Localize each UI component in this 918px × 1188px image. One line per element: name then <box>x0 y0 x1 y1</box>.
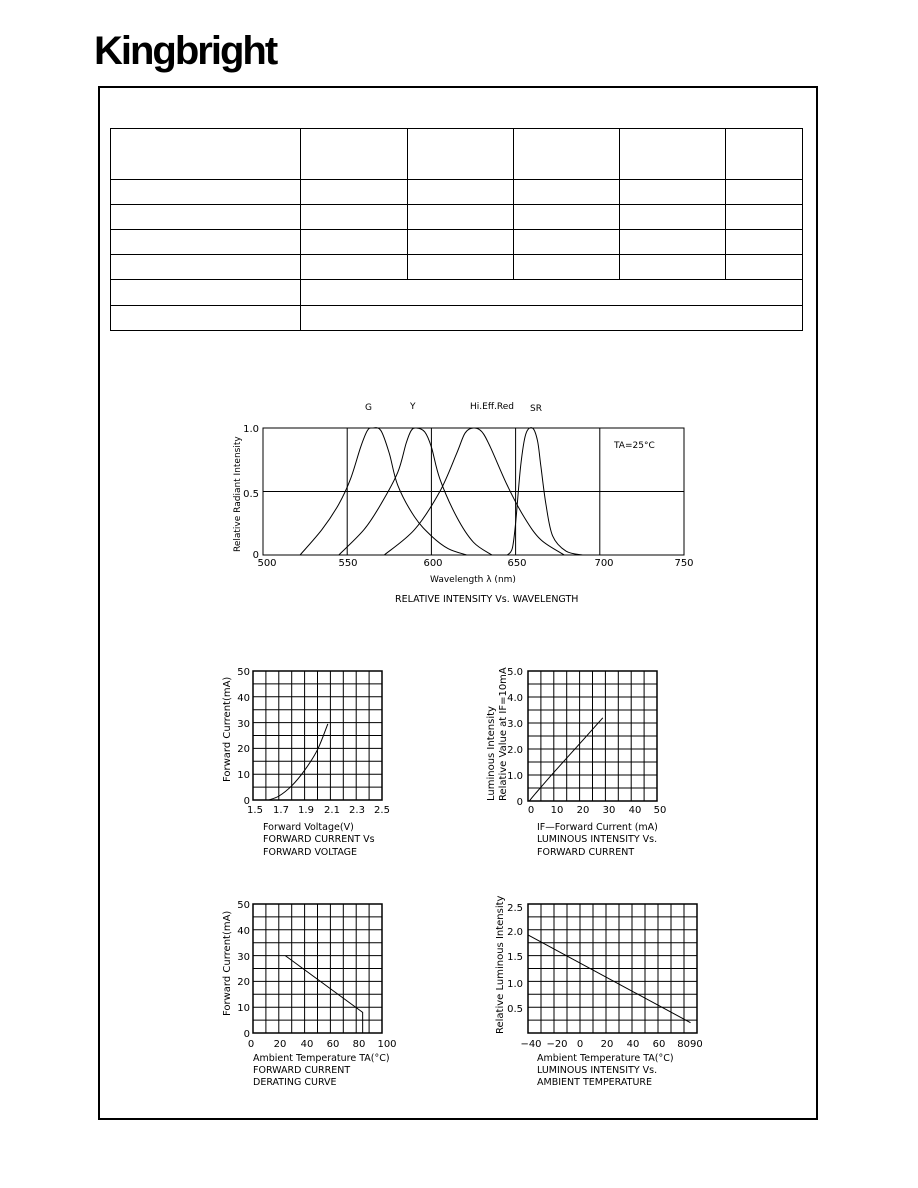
y-tick-labels <box>237 900 250 1040</box>
if-vf-chart <box>222 667 390 858</box>
caption-line: IF—Forward Current (mA) <box>537 822 658 833</box>
y-tick-label: 1.0 <box>507 979 523 990</box>
x-tick-label: 600 <box>423 558 443 569</box>
y-tick-label: 0 <box>243 796 250 807</box>
x-tick-label: 1.7 <box>273 805 289 816</box>
series-line <box>529 718 603 801</box>
x-tick-label: 50 <box>653 805 667 816</box>
y-tick-label: 50 <box>237 667 250 678</box>
y-tick-label: 0 <box>516 797 523 808</box>
x-tick-label: 80 <box>352 1039 366 1050</box>
x-axis-label: Wavelength λ (nm) <box>430 575 516 585</box>
grid <box>528 904 697 1033</box>
caption-line: DERATING CURVE <box>253 1077 337 1088</box>
y-axis-label: Luminous Intensity <box>486 706 497 801</box>
x-tick-label: 0 <box>527 805 535 816</box>
x-tick-label: 40 <box>628 805 642 816</box>
x-tick-labels <box>528 805 667 816</box>
x-tick-label: 60 <box>652 1039 666 1050</box>
x-tick-label: 700 <box>594 558 614 569</box>
caption-line: AMBIENT TEMPERATURE <box>537 1077 653 1088</box>
x-tick-label: 500 <box>257 558 277 569</box>
y-tick-label: 40 <box>237 926 250 937</box>
y-tick-labels <box>237 667 250 807</box>
y-tick-label: 4.0 <box>507 693 523 704</box>
y-tick-label: 5.0 <box>507 667 523 678</box>
x-tick-label: 40 <box>626 1039 640 1050</box>
x-tick-label: 100 <box>377 1039 397 1050</box>
y-tick-label: 2.0 <box>507 745 523 756</box>
x-tick-labels <box>248 1039 397 1050</box>
y-tick-label: 0.5 <box>243 489 259 500</box>
caption-line: FORWARD CURRENT <box>253 1065 351 1076</box>
y-tick-label: 30 <box>237 952 250 963</box>
series-label-y: Y <box>410 402 416 412</box>
y-tick-label: 1.0 <box>507 771 523 782</box>
y-tick-label: 2.0 <box>507 927 523 938</box>
x-tick-label: 20 <box>273 1039 287 1050</box>
condition-label: TA=25°C <box>614 441 655 451</box>
iv-ta-chart <box>495 895 703 1088</box>
series-label-hi-eff-red: Hi.Eff.Red <box>470 402 514 412</box>
y-tick-label: 3.0 <box>507 719 523 730</box>
caption-line: FORWARD VOLTAGE <box>263 847 358 858</box>
x-tick-label: 550 <box>338 558 358 569</box>
series-label-g: G <box>365 403 372 413</box>
x-tick-label: 2.5 <box>374 805 390 816</box>
y-axis-label: Forward Current(mA) <box>222 910 233 1016</box>
x-tick-label: 1.9 <box>298 805 314 816</box>
y-tick-label: 2.5 <box>507 903 523 914</box>
y-tick-label: 1.0 <box>243 424 259 435</box>
derating-chart <box>222 900 397 1088</box>
x-tick-label: 8090 <box>677 1039 703 1050</box>
x-tick-label: 1.5 <box>247 805 263 816</box>
x-tick-label: 40 <box>300 1039 314 1050</box>
x-tick-label: −20 <box>546 1039 568 1050</box>
y-tick-label: 40 <box>237 693 250 704</box>
y-axis-label: Forward Current(mA) <box>222 676 233 782</box>
spectrum-chart <box>233 402 694 605</box>
y-tick-label: 50 <box>237 900 250 911</box>
caption-line: Forward Voltage(V) <box>263 822 354 833</box>
caption-line: FORWARD CURRENT <box>537 847 635 858</box>
chart-caption: RELATIVE INTENSITY Vs. WAVELENGTH <box>395 594 579 605</box>
y-tick-label: 0 <box>252 550 259 561</box>
y-tick-label: 0 <box>243 1029 250 1040</box>
y-tick-label: 10 <box>237 770 250 781</box>
y-tick-label: 0.5 <box>507 1004 523 1015</box>
x-tick-label: 0 <box>247 1039 255 1050</box>
x-tick-labels <box>247 805 390 816</box>
y-axis-label: Relative Luminous Intensity <box>495 895 506 1034</box>
x-tick-labels <box>520 1039 702 1050</box>
y-axis-label: Relative Radiant Intensity <box>233 436 243 552</box>
x-tick-label: 650 <box>507 558 527 569</box>
caption-line: LUMINOUS INTENSITY Vs. <box>537 1065 658 1076</box>
iv-if-chart <box>486 667 666 858</box>
x-tick-label: 60 <box>326 1039 340 1050</box>
caption-line: Ambient Temperature TA(°C) <box>253 1053 390 1064</box>
caption-line: FORWARD CURRENT Vs <box>263 834 375 845</box>
y-tick-label: 1.5 <box>507 952 523 963</box>
x-tick-label: 20 <box>576 805 590 816</box>
series-line <box>528 935 691 1023</box>
y-tick-labels <box>507 903 523 1015</box>
x-tick-label: −40 <box>520 1039 542 1050</box>
caption-line: LUMINOUS INTENSITY Vs. <box>537 834 658 845</box>
x-tick-labels <box>257 558 693 569</box>
x-tick-label: 2.1 <box>324 805 340 816</box>
y-tick-label: 10 <box>237 1003 250 1014</box>
y-axis-label: Relative Value at IF=10mA <box>498 667 509 801</box>
grid <box>253 671 382 800</box>
y-tick-label: 20 <box>237 977 250 988</box>
x-tick-label: 2.3 <box>349 805 365 816</box>
x-tick-label: 750 <box>674 558 694 569</box>
x-tick-label: 10 <box>550 805 564 816</box>
caption-line: Ambient Temperature TA(°C) <box>537 1053 674 1064</box>
x-tick-label: 0 <box>576 1039 584 1050</box>
y-tick-labels <box>507 667 523 808</box>
y-tick-label: 30 <box>237 719 250 730</box>
x-tick-label: 20 <box>600 1039 614 1050</box>
x-tick-label: 30 <box>602 805 616 816</box>
grid <box>528 671 657 801</box>
y-tick-label: 20 <box>237 744 250 755</box>
y-tick-labels <box>243 424 259 561</box>
brand-logo: Kingbright <box>94 29 277 73</box>
series-label-sr: SR <box>530 404 542 414</box>
